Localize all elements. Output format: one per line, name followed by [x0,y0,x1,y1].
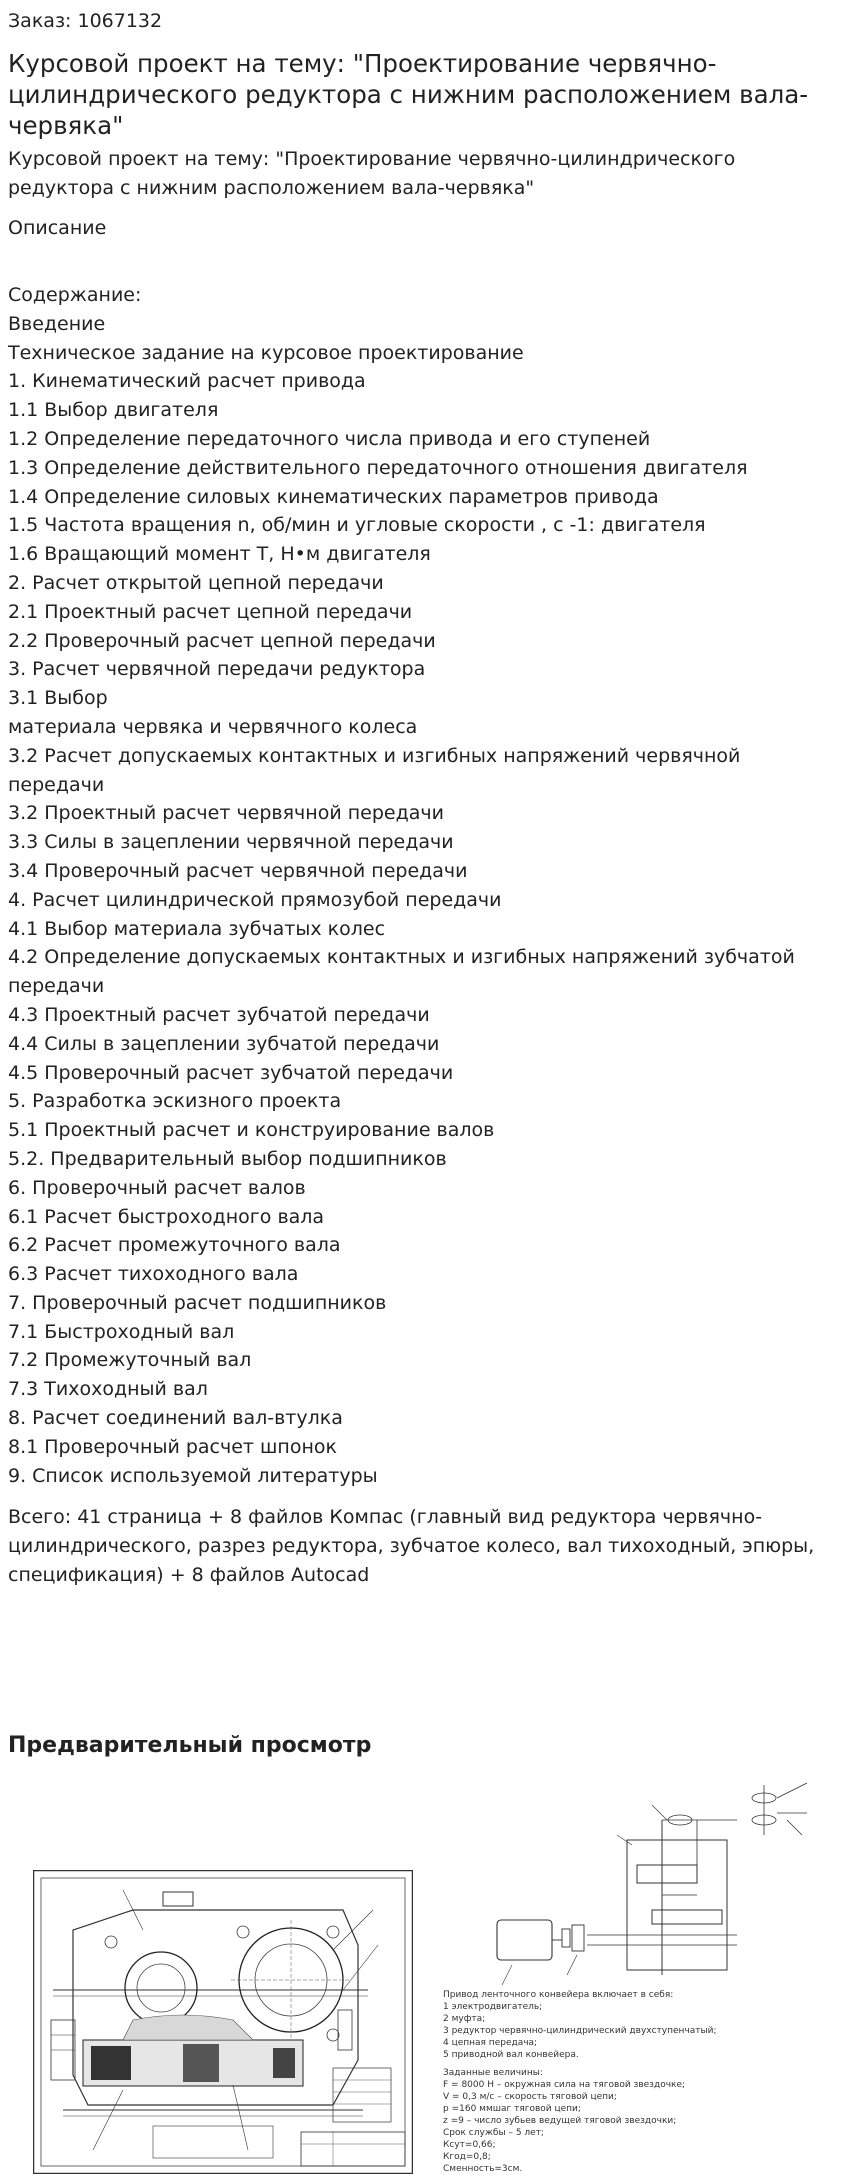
page-subtitle: Курсовой проект на тему: "Проектирование червячно-цилиндрического редуктора с нижним расположением вала-червяка" [8,148,736,199]
scheme-text-line: 4 цепная передача; [443,2038,538,2048]
contents-item: 8. Расчет соединений вал-втулка [8,1407,343,1430]
scheme-text-line: F = 8000 Н – окружная сила на тяговой звездочке; [443,2080,686,2090]
contents-item: 1.1 Выбор двигателя [8,399,219,422]
contents-item: 4. Расчет цилиндрической прямозубой передачи [8,888,502,911]
contents-item: 2.2 Проверочный расчет цепной передачи [8,629,436,652]
contents-item: Содержание: [8,284,142,306]
scheme-text-line: Кгод=0,8; [443,2152,491,2162]
contents-item: 3.4 Проверочный расчет червячной передачи [8,859,468,882]
contents-item: 4.5 Проверочный расчет зубчатой передачи [8,1061,454,1084]
preview-thumbnail-drawing[interactable] [33,1870,413,2174]
contents-item: 6.2 Расчет промежуточного вала [8,1234,341,1257]
contents-item: материала червяка и червячного колеса [8,715,418,738]
contents-item: 5.2. Предварительный выбор подшипников [8,1147,447,1170]
contents-item: 4.2 Определение допускаемых контактных и изгибных напряжений зубчатой передачи [8,946,795,998]
contents-item: Введение [8,312,106,335]
contents-item: Техническое задание на курсовое проектирование [8,341,524,364]
contents-item: 7. Проверочный расчет подшипников [8,1291,387,1314]
contents-item: 3. Расчет червячной передачи редуктора [8,658,426,681]
kinematic-scheme-image [437,1765,839,2174]
contents-item: 9. Список используемой литературы [8,1464,378,1487]
description-label: Описание [8,217,107,239]
scheme-text-line: p =160 ммшаг тяговой цепи; [443,2104,581,2114]
scheme-text-line: Привод ленточного конвейера включает в себя: [443,1990,674,2000]
preview-thumbnail-scheme[interactable] [437,1765,839,2174]
contents-item: 8.1 Проверочный расчет шпонок [8,1435,337,1458]
contents-item: 7.2 Промежуточный вал [8,1349,252,1372]
scheme-text-line: 1 электродвигатель; [443,2002,543,2012]
contents-item: 4.3 Проектный расчет зубчатой передачи [8,1003,430,1026]
reducer-drawing-image [33,1870,413,2174]
scheme-text-line: 2 муфта; [443,2014,486,2024]
contents-list [8,281,838,1490]
contents-item: 1. Кинематический расчет привода [8,370,366,393]
total-summary: Всего: 41 страница + 8 файлов Компас (главный вид редуктора червячно-цилиндрического, разрез редуктора, зубчатое колесо, вал тихоходный, эпюры, спецификация) + 8 файлов Autocad [8,1506,815,1586]
contents-item: 7.3 Тихоходный вал [8,1378,208,1401]
contents-item: 5.1 Проектный расчет и конструирование валов [8,1119,495,1142]
contents-item: 1.3 Определение действительного передаточного отношения двигателя [8,456,748,479]
contents-item: 4.4 Силы в зацеплении зубчатой передачи [8,1032,440,1055]
scheme-text-line: Заданные величины: [443,2068,543,2078]
contents-item: 1.5 Частота вращения n, об/мин и угловые скорости , с -1: двигателя [8,514,706,537]
contents-item: 3.3 Силы в зацеплении червячной передачи [8,831,454,854]
scheme-text-line: Срок службы – 5 лет; [443,2128,544,2138]
contents-item: 1.2 Определение передаточного числа привода и его ступеней [8,427,651,450]
order-number: Заказ: 1067132 [8,10,163,32]
scheme-text-line: Сменность=3см. [443,2164,523,2174]
scheme-text-line: z =9 – число зубьев ведущей тяговой звездочки; [443,2116,677,2126]
contents-item: 7.1 Быстроходный вал [8,1320,235,1343]
scheme-text-line: Ксут=0,66; [443,2140,496,2150]
contents-item: 6. Проверочный расчет валов [8,1176,306,1199]
contents-item: 6.1 Расчет быстроходного вала [8,1205,325,1228]
scheme-text-line: V = 0,3 м/с – скорость тяговой цепи; [443,2092,617,2102]
contents-item: 6.3 Расчет тихоходного вала [8,1263,299,1286]
contents-item: 5. Разработка эскизного проекта [8,1090,342,1113]
preview-heading: Предварительный просмотр [8,1733,372,1758]
contents-item: 3.2 Проектный расчет червячной передачи [8,802,444,825]
contents-item: 3.2 Расчет допускаемых контактных и изгибных напряжений червячной передачи [8,744,741,796]
contents-item: 2. Расчет открытой цепной передачи [8,571,384,594]
scheme-text-line: 3 редуктор червячно-цилиндрический двухступенчатый; [443,2026,717,2036]
contents-item: 1.4 Определение силовых кинематических параметров привода [8,485,659,508]
scheme-text-line: 5 приводной вал конвейера. [443,2050,579,2060]
contents-item: 4.1 Выбор материала зубчатых колес [8,917,386,940]
contents-item: 3.1 Выбор [8,687,108,710]
page-title: Курсовой проект на тему: "Проектирование червячно-цилиндрического редуктора с нижним расположением вала-червяка" [8,49,809,140]
contents-item: 1.6 Вращающий момент Т, Н•м двигателя [8,543,431,566]
contents-item: 2.1 Проектный расчет цепной передачи [8,600,413,623]
